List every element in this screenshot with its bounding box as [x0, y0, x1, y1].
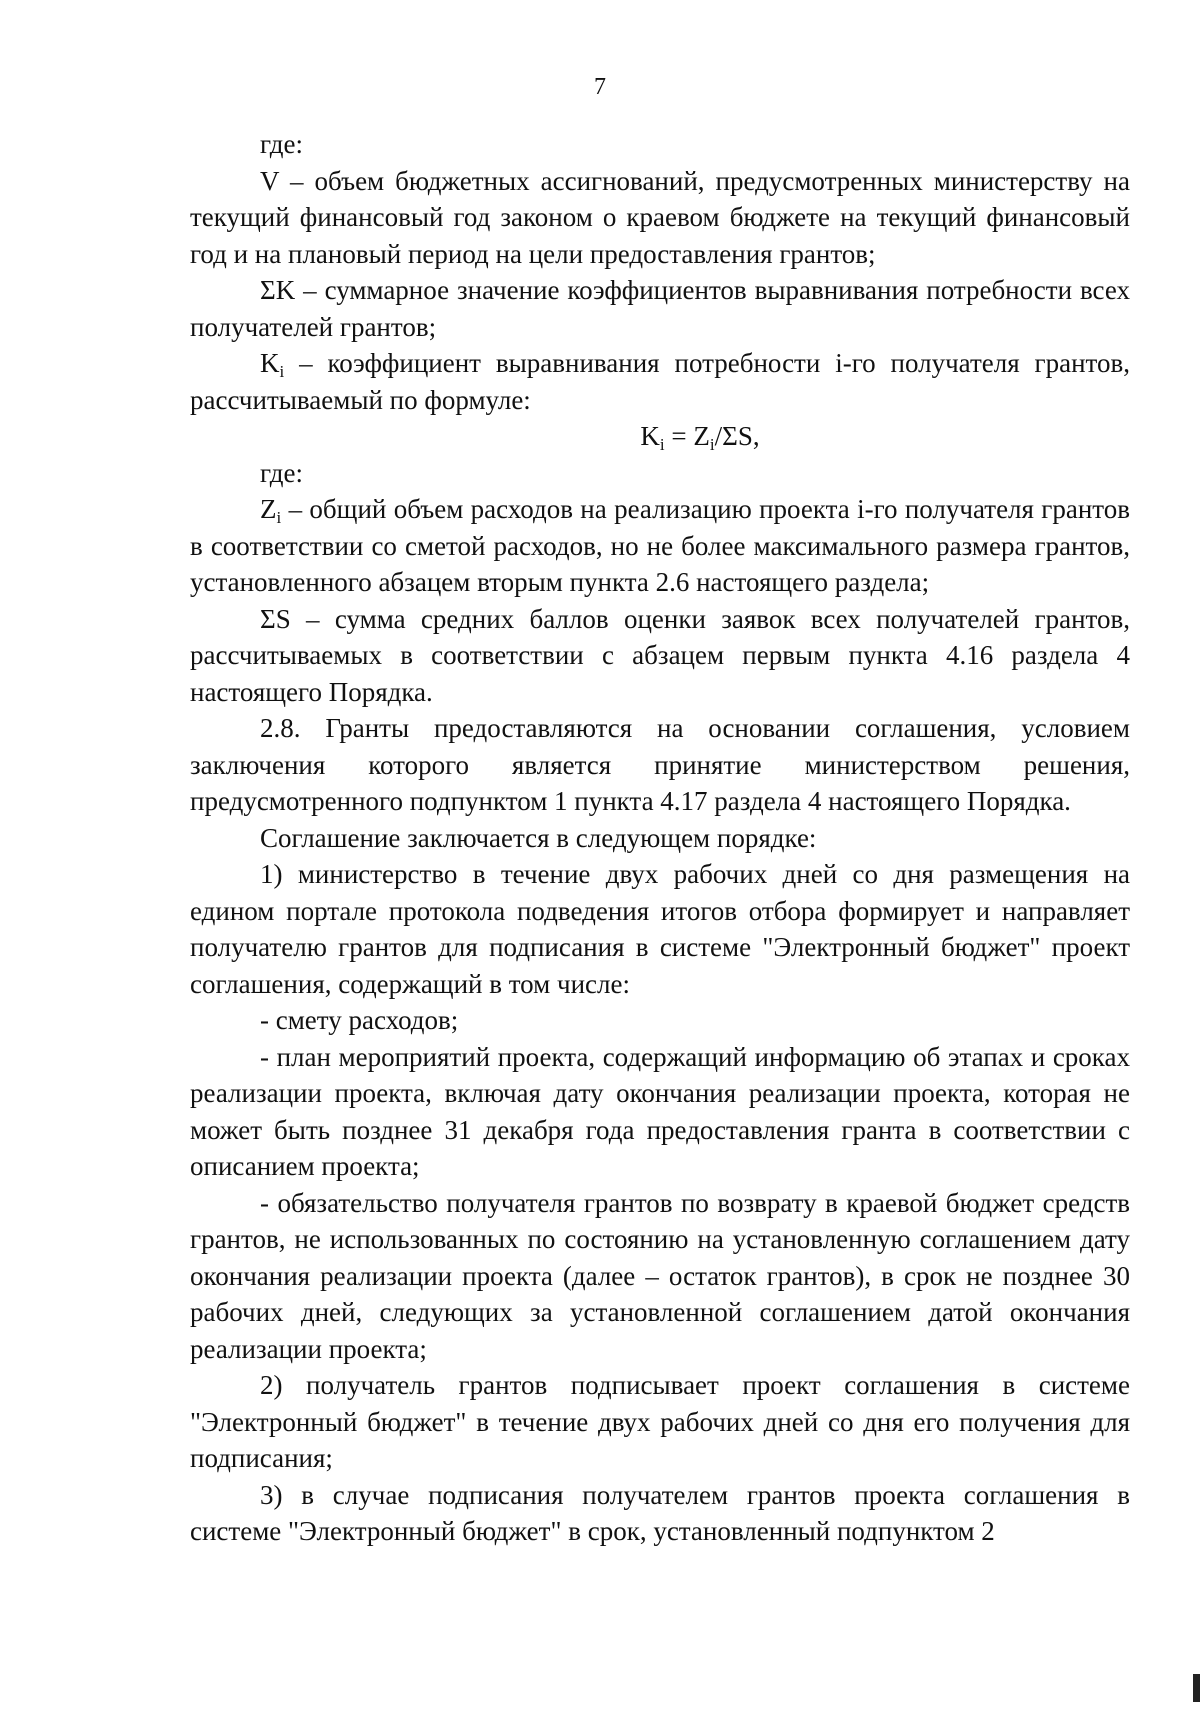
text-sum-s-definition: – сумма средних баллов оценки заявок всех получателей грантов, рассчитываемых в соответствии с абзацем первым пункта 4.16 раздела 4 настоящего Порядка.: [190, 603, 1130, 707]
paragraph-item-1: 1) министерство в течение двух рабочих дней со дня размещения на едином портале протокола подведения итогов отбора формирует и направляет получателю грантов для подписания в системе "Электронный бюджет" проект соглашения, содержащий в том числе:: [190, 859, 1130, 999]
formula-ki: [190, 418, 1130, 455]
formula-k-subscript: i: [659, 435, 665, 454]
formula-equals-z: = Z: [664, 421, 710, 451]
paragraph-agreement-order: Соглашение заключается в следующем порядке:: [260, 822, 817, 853]
paragraph-bullet-estimate: - смету расходов;: [260, 1005, 459, 1035]
paragraph-item-3: 3) в случае подписания получателем грантов проекта соглашения в системе "Электронный бюджет" в срок, установленный подпунктом 2: [190, 1479, 1130, 1546]
document-body: [190, 126, 1130, 1550]
paragraph-bullet-obligation: - обязательство получателя грантов по возврату в краевой бюджет средств грантов, не использованных по состоянию на установленную соглашением дату окончания реализации проекта (далее – остаток грантов), в срок не позднее 30 рабочих дней, следующих за установленной соглашением датой окончания реализации проекта;: [190, 1187, 1130, 1364]
paragraph-2-8: 2.8. Гранты предоставляются на основании соглашения, условием заключения которого является принятие министерством решения, предусмотренного подпунктом 1 пункта 4.17 раздела 4 настоящего Порядка.: [190, 713, 1130, 816]
paragraph-bullet-plan: - план мероприятий проекта, содержащий информацию об этапах и сроках реализации проекта, включая дату окончания реализации проекта, которая не может быть позднее 31 декабря года предоставления гранта в соответствии с описанием проекта;: [190, 1041, 1130, 1181]
symbol-k: K: [260, 348, 280, 378]
text-v-definition: – объем бюджетных ассигнований, предусмотренных министерству на текущий финансовый год законом о краевом бюджете на текущий финансовый год и на плановый период на цели предоставления грантов;: [190, 165, 1130, 269]
paragraph-ki-definition: [190, 345, 1130, 418]
symbol-v: V: [260, 165, 280, 196]
formula-rest: /ΣS,: [714, 421, 760, 451]
text-zi-definition: – общий объем расходов на реализацию проекта i-го получателя грантов в соответствии со сметой расходов, но не более максимального размера грантов, установленного абзацем вторым пункта 2.6 настоящего раздела;: [190, 494, 1130, 597]
formula-z-subscript: i: [709, 435, 715, 454]
symbol-sum-k: ΣK: [260, 275, 296, 305]
paragraph-where-1: где:: [260, 129, 303, 159]
formula-k: K: [640, 421, 660, 451]
symbol-sum-s: ΣS: [260, 603, 291, 634]
paragraph-sum-k-definition: [190, 272, 1130, 345]
scan-edge-mark: [1193, 1674, 1200, 1702]
paragraph-v-definition: [190, 163, 1130, 273]
symbol-z: Z: [260, 494, 277, 524]
paragraph-item-2: 2) получатель грантов подписывает проект соглашения в системе "Электронный бюджет" в течение двух рабочих дней со дня его получения для подписания;: [190, 1370, 1130, 1473]
symbol-z-subscript: i: [276, 508, 282, 527]
paragraph-zi-definition: [190, 491, 1130, 601]
paragraph-where-2: где:: [260, 457, 303, 488]
page-number: 7: [594, 74, 606, 100]
symbol-k-subscript: i: [279, 362, 285, 381]
text-sum-k-definition: – суммарное значение коэффициентов выравнивания потребности всех получателей грантов;: [190, 275, 1130, 342]
paragraph-sum-s-definition: [190, 601, 1130, 711]
text-ki-definition: – коэффициент выравнивания потребности i-го получателя грантов, рассчитываемый по формуле:: [190, 348, 1130, 415]
